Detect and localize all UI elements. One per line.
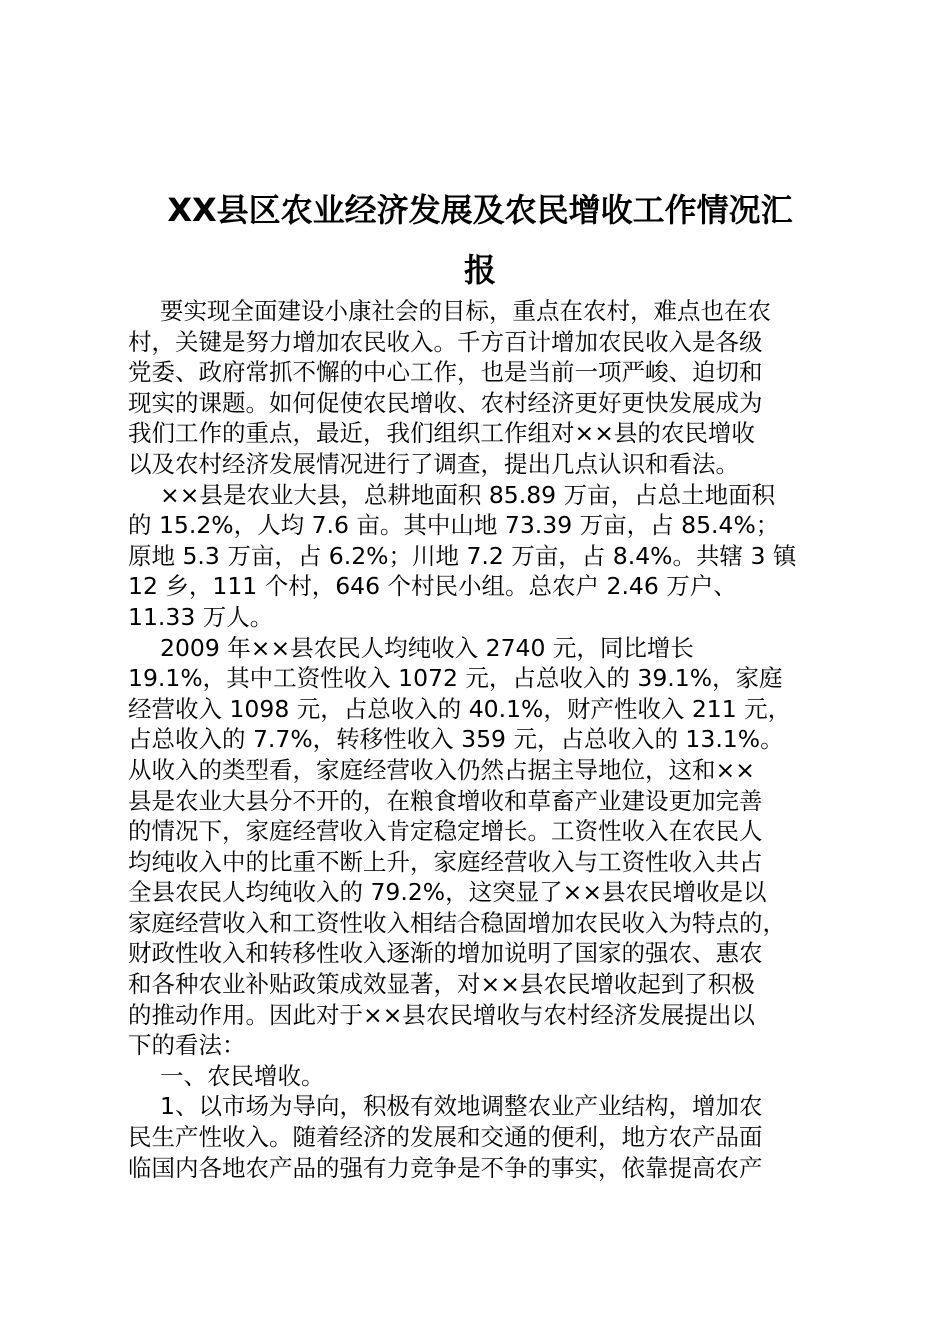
paragraph-line: 的推动作用。因此对于××县农民增收与农村经济发展提出以 — [128, 1000, 755, 1029]
paragraph-line: 的 15.2%，人均 7.6 亩。其中山地 73.39 万亩，占 85.4%； — [128, 511, 780, 540]
document-body — [128, 296, 840, 1183]
paragraph-line: 2009 年××县农民人均纯收入 2740 元，同比增长 — [160, 633, 694, 662]
paragraph-line: 的情况下，家庭经营收入肯定稳定增长。工资性收入在农民人 — [128, 817, 763, 846]
paragraph-line: 临国内各地农产品的强有力竞争是不争的事实，依靠提高农产 — [128, 1153, 763, 1182]
paragraph-line: 县是农业大县分不开的，在粮食增收和草畜产业建设更加完善 — [128, 786, 763, 815]
paragraph-line: 和各种农业补贴政策成效显著，对××县农民增收起到了积极 — [128, 970, 755, 999]
paragraph-line: 经营收入 1098 元，占总收入的 40.1%，财产性收入 211 元， — [128, 694, 792, 723]
paragraph-line: 原地 5.3 万亩，占 6.2%；川地 7.2 万亩，占 8.4%。共辖 3 镇 — [128, 541, 797, 570]
paragraph-line: 1、以市场为导向，积极有效地调整农业产业结构，增加农 — [160, 1092, 763, 1121]
paragraph-line: 11.33 万人。 — [128, 602, 274, 631]
paragraph-line: 占总收入的 7.7%，转移性收入 359 元，占总收入的 13.1%。 — [128, 725, 784, 754]
paragraph-line: ××县是农业大县，总耕地面积 85.89 万亩，占总土地面积 — [160, 480, 776, 509]
paragraph-line: 民生产性收入。随着经济的发展和交通的便利，地方农产品面 — [128, 1123, 763, 1152]
paragraph-line: 以及农村经济发展情况进行了调查，提出几点认识和看法。 — [128, 449, 739, 478]
section-heading: 一、农民增收。 — [160, 1061, 325, 1090]
title-line: 报 — [463, 251, 496, 289]
paragraph-line: 均纯收入中的比重不断上升，家庭经营收入与工资性收入共占 — [128, 847, 763, 876]
paragraph-line: 现实的课题。如何促使农民增收、农村经济更好更快发展成为 — [128, 388, 763, 417]
title-line: XX县区农业经济发展及农民增收工作情况汇 — [167, 191, 793, 229]
paragraph-line: 要实现全面建设小康社会的目标，重点在农村，难点也在农 — [160, 297, 771, 325]
paragraph-line: 19.1%，其中工资性收入 1072 元，占总收入的 39.1%，家庭 — [128, 664, 783, 693]
paragraph-line: 12 乡，111 个村，646 个村民小组。总农户 2.46 万户、 — [128, 572, 737, 601]
paragraph-line: 财政性收入和转移性收入逐渐的增加说明了国家的强农、惠农 — [128, 939, 763, 968]
paragraph-line: 下的看法： — [128, 1031, 246, 1060]
paragraph-line: 我们工作的重点，最近，我们组织工作组对××县的农民增收 — [128, 419, 755, 448]
document-title — [118, 180, 842, 300]
paragraph-line: 村，关键是努力增加农民收入。千方百计增加农民收入是各级 — [128, 327, 763, 356]
paragraph-line: 从收入的类型看，家庭经营收入仍然占据主导地位，这和×× — [128, 755, 755, 784]
paragraph-line: 家庭经营收入和工资性收入相结合稳固增加农民收入为特点的， — [128, 908, 786, 937]
paragraph-line: 全县农民人均纯收入的 79.2%，这突显了××县农民增收是以 — [128, 878, 767, 907]
paragraph-line: 党委、政府常抓不懈的中心工作，也是当前一项严峻、迫切和 — [128, 358, 763, 387]
